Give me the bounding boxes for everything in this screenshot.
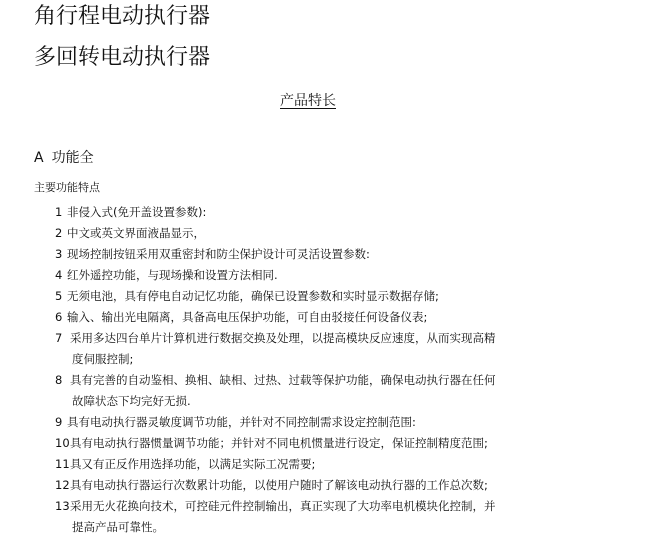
- feature-number: 3: [55, 247, 63, 261]
- feature-text: 现场控制按钮采用双重密封和防尘保护设计可灵活设置参数:: [67, 247, 370, 261]
- feature-item: [55, 412, 615, 433]
- feature-text: 具有完善的自动鉴相、换相、缺相、过热、过载等保护功能，确保电动执行器在任何: [70, 373, 496, 387]
- feature-number: 9: [55, 415, 63, 429]
- feature-text: 中文或英文界面液晶显示，: [67, 226, 205, 240]
- feature-list: [55, 202, 615, 538]
- feature-text: 输入、输出光电隔离，具备高电压保护功能，可自由驳接任何设备仪表;: [67, 310, 428, 324]
- document-title-1: 角行程电动执行器: [34, 4, 211, 29]
- document-title-2: 多回转电动执行器: [34, 45, 211, 70]
- feature-number: 11: [55, 457, 70, 471]
- feature-text-continued: 故障状态下均完好无损.: [72, 394, 191, 408]
- feature-text: 无须电池，具有停电自动记忆功能，确保已设置参数和实时显示数据存储;: [67, 289, 439, 303]
- feature-number: 6: [55, 310, 63, 324]
- feature-text: 非侵入式(免开盖设置参数):: [67, 205, 207, 219]
- section-title-text: 功能全: [51, 150, 94, 166]
- subheading: 主要功能特点: [34, 181, 100, 194]
- feature-number: 13: [55, 499, 70, 513]
- feature-text: 红外遥控功能，与现场操和设置方法相同.: [67, 268, 278, 282]
- heading-text: 产品特长: [280, 93, 336, 109]
- feature-item: [55, 202, 615, 223]
- feature-item: [55, 475, 615, 496]
- feature-number: 5: [55, 289, 63, 303]
- section-heading: [0, 92, 616, 110]
- section-letter: A: [34, 150, 44, 166]
- feature-number: 8: [55, 373, 63, 387]
- feature-item: [55, 496, 615, 538]
- feature-text: 采用多达四台单片计算机进行数据交换及处理，以提高模块反应速度，从而实现高精: [70, 331, 496, 345]
- feature-item: [55, 265, 615, 286]
- feature-number: 2: [55, 226, 63, 240]
- feature-number: 1: [55, 205, 63, 219]
- feature-number: 7: [55, 331, 63, 345]
- feature-number: 10: [55, 436, 70, 450]
- feature-item: [55, 370, 615, 412]
- feature-item: [55, 328, 615, 370]
- feature-text-continued: 提高产品可靠性。: [72, 520, 164, 534]
- feature-number: 4: [55, 268, 63, 282]
- feature-text: 具有电动执行器灵敏度调节功能，并针对不同控制需求设定控制范围:: [67, 415, 416, 429]
- feature-text: 具又有正反作用选择功能，以满足实际工况需要;: [70, 457, 316, 471]
- section-title: [34, 148, 94, 168]
- feature-text: 具有电动执行器运行次数累计功能，以使用户随时了解该电动执行器的工作总次数;: [70, 478, 488, 492]
- feature-item: [55, 223, 615, 244]
- feature-text-continued: 度伺服控制;: [72, 352, 134, 366]
- feature-text: 具有电动执行器惯量调节功能；并针对不同电机惯量进行设定，保证控制精度范围;: [70, 436, 488, 450]
- feature-text: 采用无火花换向技术，可控硅元件控制输出，真正实现了大功率电机模块化控制，并: [70, 499, 496, 513]
- feature-item: [55, 244, 615, 265]
- feature-item: [55, 307, 615, 328]
- feature-item: [55, 433, 615, 454]
- feature-number: 12: [55, 478, 70, 492]
- feature-item: [55, 286, 615, 307]
- feature-item: [55, 454, 615, 475]
